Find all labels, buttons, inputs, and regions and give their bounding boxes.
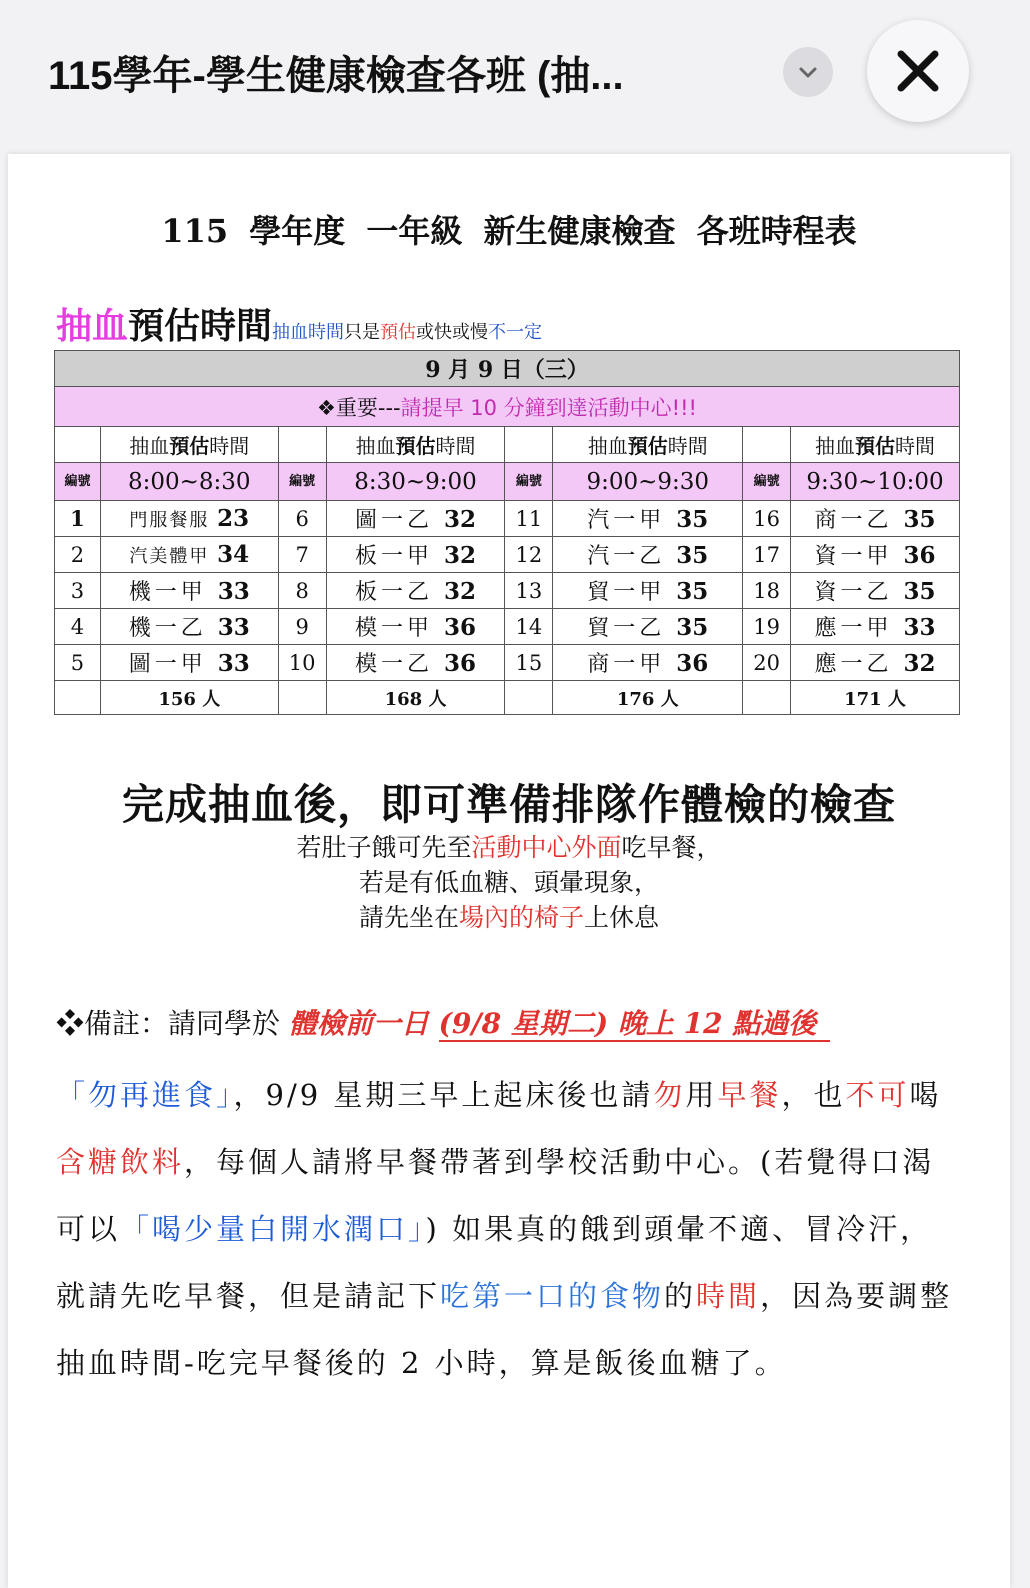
header-estimated-time: 抽血預估時間 <box>791 427 960 463</box>
total-blank <box>505 681 553 715</box>
chevron-down-icon <box>796 60 820 84</box>
class-cell <box>326 573 505 609</box>
slot-total: 171 人 <box>791 681 960 715</box>
order-number: 16 <box>743 501 791 537</box>
close-button[interactable] <box>867 20 969 122</box>
student-count: 36 <box>444 650 477 677</box>
table-row <box>55 537 960 573</box>
student-count: 32 <box>444 578 477 605</box>
class-cell <box>100 501 278 537</box>
class-cell <box>326 609 505 645</box>
order-number: 19 <box>743 609 791 645</box>
section-note-1: 抽血時間 <box>272 322 345 343</box>
table-row <box>55 645 960 681</box>
note-line-1: 若肚子餓可先至活動中心外面吃早餐， <box>296 833 722 862</box>
class-cell <box>791 573 960 609</box>
class-name: 圖一乙 <box>355 508 434 533</box>
section-note-3: 預估 <box>380 322 417 343</box>
class-name: 商一乙 <box>814 508 893 533</box>
class-name: 資一甲 <box>814 544 893 569</box>
order-number: 12 <box>505 537 553 573</box>
document-page <box>8 154 1010 1588</box>
order-number: 11 <box>505 501 553 537</box>
class-name: 板一乙 <box>355 580 434 605</box>
class-cell <box>326 645 505 681</box>
student-count: 35 <box>676 614 709 641</box>
section-note-5: 不一定 <box>488 322 543 343</box>
column-header-row <box>55 427 960 463</box>
class-name: 模一乙 <box>355 652 434 677</box>
order-number: 5 <box>55 645 101 681</box>
student-count: 35 <box>676 578 709 605</box>
slot-total: 176 人 <box>553 681 743 715</box>
important-notice: ❖重要---請提早 10 分鐘到達活動中心!!! <box>55 387 960 427</box>
student-count: 32 <box>444 506 477 533</box>
close-icon <box>893 46 943 96</box>
remark-line: ❖備註：請同學於 體檢前一日 (9/8 星期二) 晚上 12 點過後 <box>56 1002 956 1042</box>
student-count: 32 <box>444 542 477 569</box>
order-number: 1 <box>55 501 101 537</box>
class-cell <box>326 537 505 573</box>
class-name: 資一乙 <box>814 580 893 605</box>
class-name: 門服餐服 <box>129 510 210 531</box>
total-blank <box>743 681 791 715</box>
student-count: 33 <box>217 650 250 677</box>
class-cell <box>791 537 960 573</box>
class-name: 應一甲 <box>814 616 893 641</box>
time-slot: 9:00~9:30 <box>553 463 743 501</box>
remark-paragraph: 「勿再進食」，9/9 星期三早上起床後也請勿用早餐，也不可喝含糖飲料，每個人請將早餐帶著到學校活動中心。(若覺得口渴可以「喝少量白開水潤口」) 如果真的餓到頭暈不適、冒冷汗，就請先吃早餐，但是請記下吃第一口的食物的時間，因為要調整抽血時間-吃完早餐後的 2 小時，算是飯後血糖了。 <box>56 1078 953 1380</box>
order-number: 13 <box>505 573 553 609</box>
notes-block <box>8 830 1010 935</box>
table-row <box>55 573 960 609</box>
header-blank <box>505 427 553 463</box>
schedule-table <box>54 350 960 715</box>
student-count: 35 <box>676 542 709 569</box>
viewer-header <box>0 0 1030 150</box>
order-number: 8 <box>278 573 326 609</box>
section-heading-b: 預估時間 <box>128 305 273 347</box>
class-cell <box>553 501 743 537</box>
table-row <box>55 501 960 537</box>
order-number: 15 <box>505 645 553 681</box>
header-estimated-time: 抽血預估時間 <box>100 427 278 463</box>
class-name: 貿一甲 <box>587 580 666 605</box>
note-line-2: 若是有低血糖、頭暈現象， <box>358 868 659 897</box>
class-name: 圖一甲 <box>128 652 207 677</box>
student-count: 35 <box>903 506 936 533</box>
header-blank <box>743 427 791 463</box>
student-count: 33 <box>217 614 250 641</box>
expand-title-button[interactable] <box>783 47 833 97</box>
order-number: 7 <box>278 537 326 573</box>
student-count: 34 <box>217 541 250 568</box>
class-cell <box>100 645 278 681</box>
totals-row <box>55 681 960 715</box>
class-cell <box>553 609 743 645</box>
order-number: 17 <box>743 537 791 573</box>
class-name: 汽美體甲 <box>129 546 210 567</box>
header-estimated-time: 抽血預估時間 <box>553 427 743 463</box>
order-number: 9 <box>278 609 326 645</box>
header-blank <box>55 427 101 463</box>
after-blood-heading: 完成抽血後，即可準備排隊作體檢的檢查 <box>121 780 896 829</box>
class-cell <box>553 537 743 573</box>
student-count: 33 <box>217 578 250 605</box>
student-count: 35 <box>903 578 936 605</box>
class-cell <box>791 609 960 645</box>
class-name: 應一乙 <box>814 652 893 677</box>
table-row <box>55 609 960 645</box>
order-number: 18 <box>743 573 791 609</box>
number-label: 編號 <box>743 463 791 501</box>
section-note-4: 或快或慢 <box>416 322 489 343</box>
section-note-2: 只是 <box>344 322 381 343</box>
order-number: 14 <box>505 609 553 645</box>
student-count: 32 <box>903 650 936 677</box>
total-blank <box>55 681 101 715</box>
number-label: 編號 <box>505 463 553 501</box>
student-count: 23 <box>217 505 250 532</box>
class-cell <box>100 609 278 645</box>
time-slot-row <box>55 463 960 501</box>
header-estimated-time: 抽血預估時間 <box>326 427 505 463</box>
class-name: 板一甲 <box>355 544 434 569</box>
class-cell <box>553 645 743 681</box>
class-cell <box>100 537 278 573</box>
section-heading-a: 抽血 <box>56 305 129 347</box>
main-heading: 115 學年度 一年級 新生健康檢查 各班時程表 <box>161 212 857 250</box>
note-line-3: 請先坐在場內的椅子上休息 <box>358 903 660 932</box>
time-slot: 8:00~8:30 <box>100 463 278 501</box>
header-blank <box>278 427 326 463</box>
student-count: 36 <box>903 542 936 569</box>
class-name: 商一甲 <box>587 652 666 677</box>
order-number: 3 <box>55 573 101 609</box>
date-header: 9 月 9 日（三） <box>55 351 960 387</box>
time-slot: 8:30~9:00 <box>326 463 505 501</box>
number-label: 編號 <box>278 463 326 501</box>
class-name: 貿一乙 <box>587 616 666 641</box>
slot-total: 156 人 <box>100 681 278 715</box>
class-name: 汽一乙 <box>587 544 666 569</box>
order-number: 2 <box>55 537 101 573</box>
student-count: 35 <box>676 506 709 533</box>
class-name: 汽一甲 <box>587 508 666 533</box>
class-cell <box>553 573 743 609</box>
time-slot: 9:30~10:00 <box>791 463 960 501</box>
total-blank <box>278 681 326 715</box>
student-count: 36 <box>444 614 477 641</box>
order-number: 4 <box>55 609 101 645</box>
class-name: 機一乙 <box>128 616 207 641</box>
order-number: 6 <box>278 501 326 537</box>
slot-total: 168 人 <box>326 681 505 715</box>
class-cell <box>326 501 505 537</box>
order-number: 20 <box>743 645 791 681</box>
number-label: 編號 <box>55 463 101 501</box>
document-title: 115學年-學生健康檢查各班 (抽... <box>48 54 624 98</box>
class-cell <box>100 573 278 609</box>
student-count: 33 <box>903 614 936 641</box>
class-name: 模一甲 <box>355 616 434 641</box>
section-heading <box>56 298 542 349</box>
student-count: 36 <box>676 650 709 677</box>
class-cell <box>791 645 960 681</box>
class-cell <box>791 501 960 537</box>
order-number: 10 <box>278 645 326 681</box>
class-name: 機一甲 <box>128 580 207 605</box>
